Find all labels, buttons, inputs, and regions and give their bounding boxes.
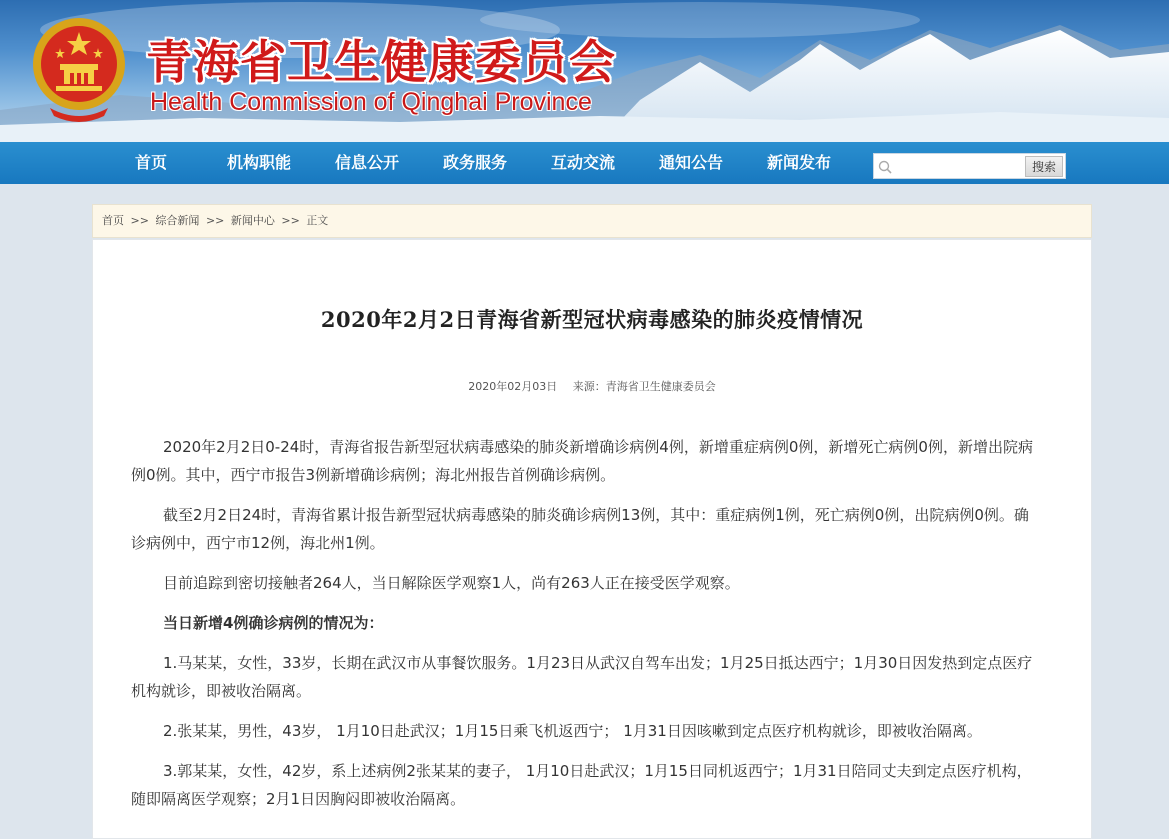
article-meta: [93, 378, 1091, 394]
article-paragraph: 截至2月2日24时，青海省累计报告新型冠状病毒感染的肺炎确诊病例13例，其中：重症病例1例，死亡病例0例，出院病例0例。确诊病例中，西宁市12例，海北州1例。: [131, 506, 1029, 552]
nav-item-home[interactable]: 首页: [135, 153, 168, 172]
main-nav: [0, 142, 1169, 184]
breadcrumb-home[interactable]: 首页: [102, 214, 124, 227]
breadcrumb: [92, 204, 1092, 238]
site-subtitle: Health Commission of Qinghai Province: [150, 88, 592, 116]
article-paragraph: 3.郭某某，女性，42岁，系上述病例2张某某的妻子， 1月10日赴武汉；1月15日同机返西宁；1月31日陪同丈夫到定点医疗机构，随即隔离医学观察；2月1日因胸闷即被收治隔离。: [131, 762, 1032, 808]
article-paragraph: 目前追踪到密切接触者264人，当日解除医学观察1人，尚有263人正在接受医学观察。: [163, 574, 740, 592]
article-container: [92, 239, 1092, 839]
search-icon: [878, 160, 892, 174]
breadcrumb-separator: >>: [130, 214, 149, 227]
nav-item-interaction[interactable]: 互动交流: [551, 153, 616, 172]
search-input[interactable]: [896, 156, 1024, 176]
site-title: 青海省卫生健康委员会: [146, 35, 616, 89]
article-paragraph: 1.马某某，女性，33岁，长期在武汉市从事餐饮服务。1月23日从武汉自驾车出发；1月25日抵达西宁；1月30日因发热到定点医疗机构就诊，即被收治隔离。: [131, 654, 1033, 700]
article-paragraph: 2.张某某，男性，43岁， 1月10日赴武汉；1月15日乘飞机返西宁； 1月31日因咳嗽到定点医疗机构就诊，即被收治隔离。: [163, 722, 982, 740]
nav-item-gov-services[interactable]: 政务服务: [443, 153, 508, 172]
search-button[interactable]: 搜索: [1025, 156, 1063, 177]
nav-item-organization[interactable]: 机构职能: [227, 153, 292, 172]
breadcrumb-general-news[interactable]: 综合新闻: [155, 214, 200, 227]
article-source-label: 来源：: [572, 380, 606, 393]
article-source: 青海省卫生健康委员会: [605, 380, 716, 393]
nav-item-notices[interactable]: 通知公告: [659, 153, 724, 172]
breadcrumb-separator: >>: [281, 214, 300, 227]
article-paragraph: 2020年2月2日0-24时，青海省报告新型冠状病毒感染的肺炎新增确诊病例4例，新增重症病例0例，新增死亡病例0例，新增出院病例0例。其中，西宁市报告3例新增确诊病例；海北州报告首例确诊病例。: [131, 438, 1033, 484]
article-subheading: 当日新增4例确诊病例的情况为：: [163, 614, 384, 632]
nav-item-news-release[interactable]: 新闻发布: [767, 153, 832, 172]
nav-item-info-disclosure[interactable]: 信息公开: [335, 153, 400, 172]
article-title: 2020年2月2日青海省新型冠状病毒感染的肺炎疫情情况: [320, 307, 864, 332]
article-body: [131, 433, 1033, 825]
header-banner: [0, 0, 1169, 142]
breadcrumb-separator: >>: [205, 214, 225, 227]
breadcrumb-news-center[interactable]: 新闻中心: [230, 214, 275, 227]
breadcrumb-current: 正文: [306, 214, 329, 227]
search-box: [873, 153, 1066, 179]
article-date: 2020年02月03日: [468, 380, 558, 393]
national-emblem-icon: [30, 12, 128, 122]
